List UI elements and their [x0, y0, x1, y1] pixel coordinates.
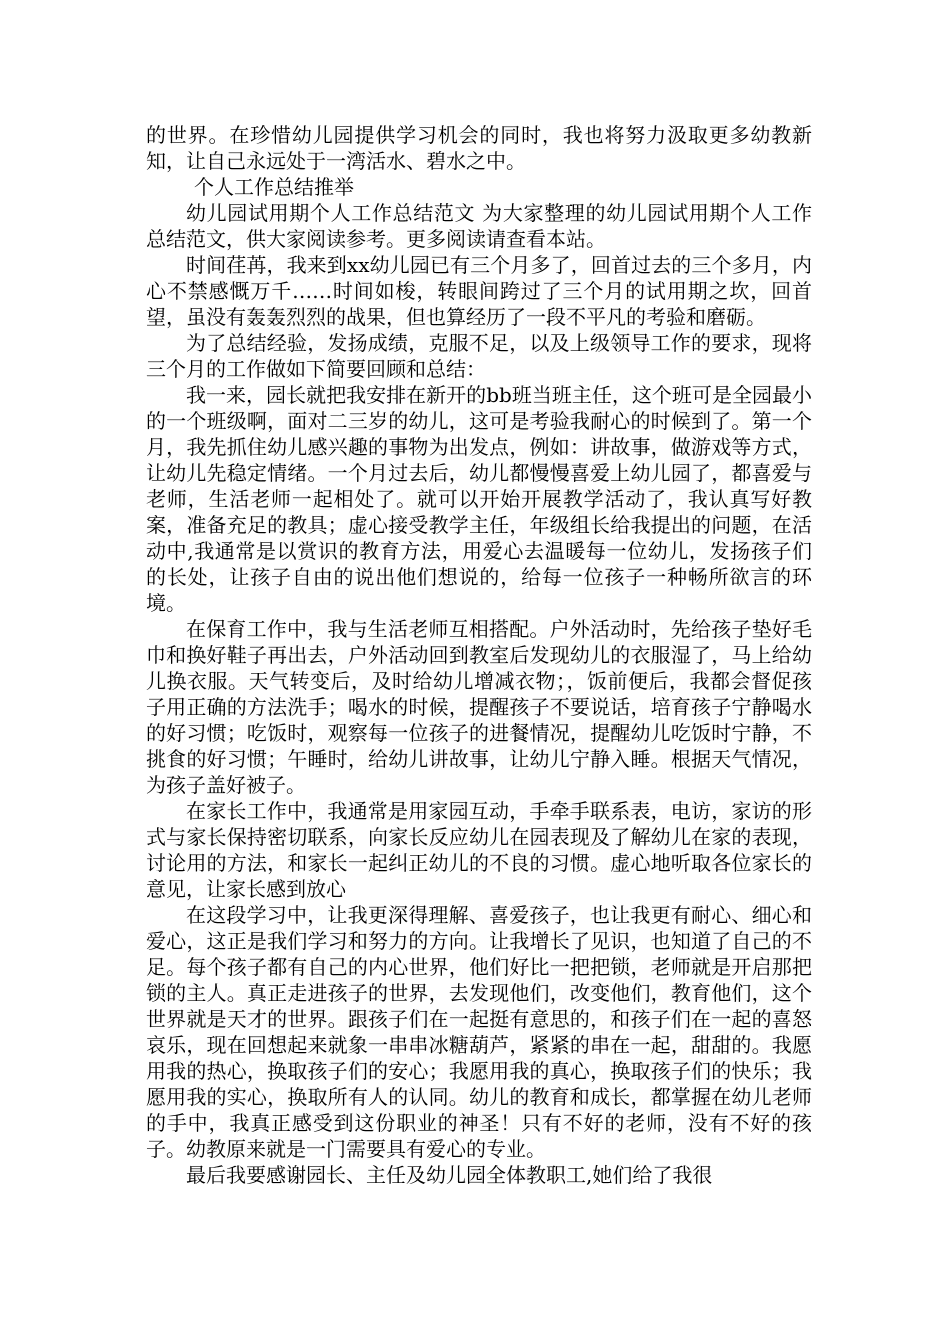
paragraph-purpose: 为了总结经验，发扬成绩，克服不足，以及上级领导工作的要求，现将三个月的工作做如下简要回顾和总结：	[146, 331, 812, 381]
paragraph-closing: 最后我要感谢园长、主任及幼儿园全体教职工,她们给了我很	[186, 1163, 713, 1187]
paragraph-continuation: 的世界。在珍惜幼儿园提供学习机会的同时，我也将努力汲取更多幼教新知，让自己永远处于一湾活水、碧水之中。	[146, 123, 812, 173]
section-heading: 个人工作总结推举	[194, 175, 354, 199]
document-page	[146, 122, 812, 1188]
paragraph-teaching: 我一来，园长就把我安排在新开的bb班当班主任，这个班可是全园最小的一个班级啊，面对二三岁的幼儿，这可是考验我耐心的时候到了。第一个月，我先抓住幼儿感兴趣的事物为出发点，例如：讲故事，做游戏等方式，让幼儿先稳定情绪。一个月过去后，幼儿都慢慢喜爱上幼儿园了，都喜爱与老师，生活老师一起相处了。就可以开始开展教学活动了，我认真写好教案，准备充足的教具；虚心接受教学主任，年级组长给我提出的问题，在活动中,我通常是以赏识的教育方法，用爱心去温暖每一位幼儿，发扬孩子们的长处，让孩子自由的说出他们想说的，给每一位孩子一种畅所欲言的环境。	[146, 383, 812, 615]
paragraph-opening: 时间荏苒，我来到xx幼儿园已有三个月多了，回首过去的三个多月，内心不禁感慨万千……时间如梭，转眼间跨过了三个月的试用期之坎，回首望，虽没有轰轰烈烈的战果，但也算经历了一段不平凡的考验和磨砺。	[146, 253, 812, 329]
paragraph-parent-work: 在家长工作中，我通常是用家园互动，手牵手联系表，电访，家访的形式与家长保持密切联系，向家长反应幼儿在园表现及了解幼儿在家的表现，讨论用的方法，和家长一起纠正幼儿的不良的习惯。虚心地听取各位家长的意见，让家长感到放心	[146, 799, 812, 901]
paragraph-intro: 幼儿园试用期个人工作总结范文 为大家整理的幼儿园试用期个人工作总结范文，供大家阅读参考。更多阅读请查看本站。	[146, 201, 812, 251]
paragraph-reflection: 在这段学习中，让我更深得理解、喜爱孩子，也让我更有耐心、细心和爱心，这正是我们学习和努力的方向。让我增长了见识，也知道了自己的不足。每个孩子都有自己的内心世界，他们好比一把把锁，老师就是开启那把锁的主人。真正走进孩子的世界，去发现他们，改变他们，教育他们，这个世界就是天才的世界。跟孩子们在一起挺有意思的，和孩子们在一起的喜怒哀乐，现在回想起来就象一串串冰糖葫芦，紧紧的串在一起，甜甜的。我愿用我的热心，换取孩子们的安心；我愿用我的真心，换取孩子们的快乐；我愿用我的实心，换取所有人的认同。幼儿的教育和成长，都掌握在幼儿老师的手中，我真正感受到这份职业的神圣！只有不好的老师，没有不好的孩子。幼教原来就是一门需要具有爱心的专业。	[146, 903, 812, 1161]
paragraph-care-work: 在保育工作中，我与生活老师互相搭配。户外活动时，先给孩子垫好毛巾和换好鞋子再出去，户外活动回到教室后发现幼儿的衣服湿了，马上给幼儿换衣服。天气转变后，及时给幼儿增减衣物；，饭前便后，我都会督促孩子用正确的方法洗手；喝水的时候，提醒孩子不要说话，培育孩子宁静喝水的好习惯；吃饭时，观察每一位孩子的进餐情况，提醒幼儿吃饭时宁静，不挑食的好习惯；午睡时，给幼儿讲故事，让幼儿宁静入睡。根据天气情况，为孩子盖好被子。	[146, 617, 812, 797]
